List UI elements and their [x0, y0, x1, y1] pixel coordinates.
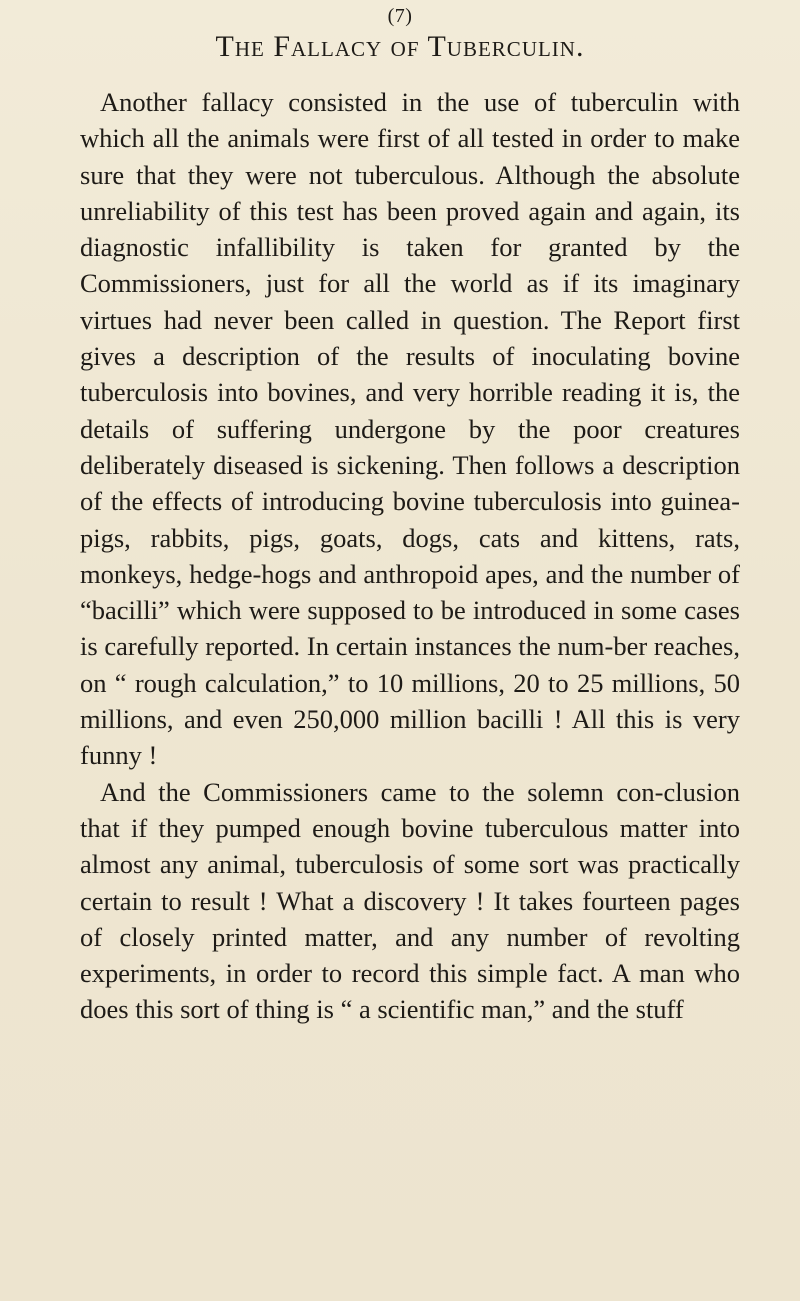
page-title: The Fallacy of Tuberculin.: [215, 30, 585, 63]
paragraph-2: And the Commissioners came to the solemn con-clusion that if they pumped enough bovine tuberculous matter into almost any animal, tuberculosis of some sort was practically certain to result ! What a discovery ! It takes fourteen pages of closely printed matter, and any number of revolting experiments, in order to record this simple fact. A man who does this sort of thing is “ a scientific man,” and the stuff: [80, 776, 740, 1025]
paragraph-1: Another fallacy consisted in the use of tuberculin with which all the animals were first of all tested in order to make sure that they were not tuberculous. Although the absolute unreliability of this test has been proved again and again, its diagnostic infallibility is taken for granted by the Commissioners, just for all the world as if its imaginary virtues had never been called in question. The Report first gives a description of the results of inoculating bovine tuberculosis into bovines, and very horrible reading it is, the details of suffering undergone by the poor creatures deliberately diseased is sickening. Then follows a description of the effects of introducing bovine tuberculosis into guinea-pigs, rabbits, pigs, goats, dogs, cats and kittens, rats, monkeys, hedge-hogs and anthropoid apes, and the number of “bacilli” which were supposed to be introduced in some cases is carefully reported. In certain instances the num-ber reaches, on “ rough calculation,” to 10 millions, 20 to 25 millions, 50 millions, and even 250,000 million bacilli ! All this is very funny !: [80, 87, 740, 771]
body-text: [80, 84, 740, 1028]
page-number: (7): [387, 5, 413, 27]
